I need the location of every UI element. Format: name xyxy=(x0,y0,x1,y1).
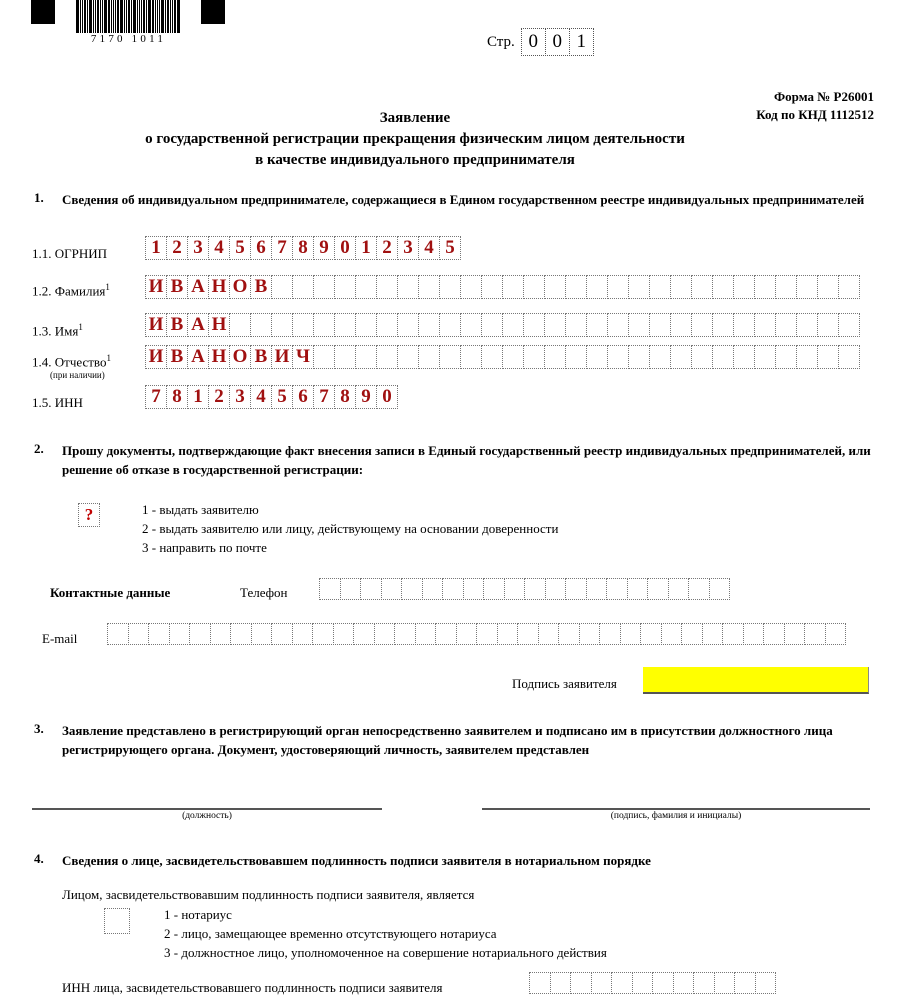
firstname-cell[interactable] xyxy=(628,313,650,337)
email-cell[interactable] xyxy=(230,623,252,645)
patronymic-cell[interactable] xyxy=(397,345,419,369)
surname-cell[interactable] xyxy=(796,275,818,299)
barcode-block xyxy=(0,0,300,62)
phone-cell[interactable] xyxy=(360,578,382,600)
applicant-signature-field[interactable] xyxy=(643,667,869,694)
notary-option-1[interactable]: 1 - нотариус xyxy=(164,907,232,922)
field-label-inn xyxy=(32,395,83,411)
firstname-cell[interactable] xyxy=(838,313,860,337)
official-signature-line[interactable] xyxy=(482,808,870,810)
page-title xyxy=(0,108,830,171)
patronymic-cell[interactable] xyxy=(565,345,587,369)
input-email[interactable] xyxy=(108,623,846,645)
field-name-firstname: Имя xyxy=(54,323,79,339)
delivery-option-3[interactable]: 3 - направить по почте xyxy=(142,540,267,555)
field-num-surname: 1.2. xyxy=(32,283,52,299)
email-cell[interactable] xyxy=(661,623,683,645)
surname-cell[interactable] xyxy=(670,275,692,299)
email-cell[interactable] xyxy=(558,623,580,645)
email-cell[interactable] xyxy=(107,623,129,645)
inn-cell[interactable]: 5 xyxy=(271,385,293,409)
surname-cell[interactable]: А xyxy=(187,275,209,299)
surname-cell[interactable] xyxy=(586,275,608,299)
firstname-cell[interactable] xyxy=(565,313,587,337)
firstname-cell[interactable] xyxy=(775,313,797,337)
firstname-cell[interactable]: Н xyxy=(208,313,230,337)
email-cell[interactable] xyxy=(251,623,273,645)
page-number xyxy=(487,28,594,56)
delivery-option-2[interactable]: 2 - выдать заявителю или лицу, действующему на основании доверенности xyxy=(142,521,559,536)
corner-marker-left-icon xyxy=(31,0,55,24)
email-cell[interactable] xyxy=(415,623,437,645)
ogrnip-cell[interactable]: 5 xyxy=(229,236,251,260)
phone-cell[interactable] xyxy=(627,578,649,600)
section-2-number: 2. xyxy=(34,441,44,456)
notary-inn-cell[interactable] xyxy=(755,972,777,994)
firstname-cell[interactable] xyxy=(523,313,545,337)
firstname-cell[interactable] xyxy=(691,313,713,337)
firstname-cell[interactable] xyxy=(355,313,377,337)
notary-inn-cell[interactable] xyxy=(529,972,551,994)
patronymic-cell[interactable]: О xyxy=(229,345,251,369)
notary-inn-cell[interactable] xyxy=(714,972,736,994)
ogrnip-cell[interactable]: 7 xyxy=(271,236,293,260)
surname-cell[interactable] xyxy=(460,275,482,299)
patronymic-cell[interactable] xyxy=(418,345,440,369)
inn-cell[interactable]: 8 xyxy=(166,385,188,409)
title-line-2: о государственной регистрации прекращения физическим лицом деятельности xyxy=(145,131,685,147)
inn-cell[interactable]: 3 xyxy=(229,385,251,409)
firstname-cell[interactable] xyxy=(271,313,293,337)
surname-cell[interactable]: И xyxy=(145,275,167,299)
patronymic-cell[interactable] xyxy=(460,345,482,369)
email-cell[interactable] xyxy=(517,623,539,645)
patronymic-cell[interactable] xyxy=(481,345,503,369)
email-cell[interactable] xyxy=(497,623,519,645)
patronymic-cell[interactable] xyxy=(796,345,818,369)
patronymic-cell[interactable] xyxy=(775,345,797,369)
firstname-cell[interactable] xyxy=(544,313,566,337)
email-cell[interactable] xyxy=(825,623,847,645)
phone-cell[interactable] xyxy=(709,578,731,600)
phone-cell[interactable] xyxy=(647,578,669,600)
firstname-cell[interactable] xyxy=(229,313,251,337)
firstname-cell[interactable] xyxy=(607,313,629,337)
section-3-number: 3. xyxy=(34,721,44,736)
email-cell[interactable] xyxy=(435,623,457,645)
patronymic-cell[interactable] xyxy=(691,345,713,369)
surname-cell[interactable] xyxy=(691,275,713,299)
email-cell[interactable] xyxy=(394,623,416,645)
section-1-heading: Сведения об индивидуальном предпринимателе, содержащиеся в Едином государственном реестре индивидуальных предпринимателей xyxy=(62,192,865,207)
email-cell[interactable] xyxy=(763,623,785,645)
notary-inn-cell[interactable] xyxy=(591,972,613,994)
field-note-patronymic: (при наличии) xyxy=(50,370,105,380)
firstname-cell[interactable] xyxy=(481,313,503,337)
ogrnip-cell[interactable]: 3 xyxy=(397,236,419,260)
surname-cell[interactable] xyxy=(397,275,419,299)
email-cell[interactable] xyxy=(148,623,170,645)
ogrnip-cell[interactable]: 2 xyxy=(166,236,188,260)
applicant-signature-label: Подпись заявителя xyxy=(512,676,617,691)
delivery-method-options xyxy=(142,500,558,557)
surname-cell[interactable] xyxy=(502,275,524,299)
inn-cell[interactable]: 8 xyxy=(334,385,356,409)
patronymic-cell[interactable] xyxy=(502,345,524,369)
firstname-cell[interactable] xyxy=(460,313,482,337)
phone-cell[interactable] xyxy=(483,578,505,600)
firstname-cell[interactable] xyxy=(733,313,755,337)
email-cell[interactable] xyxy=(271,623,293,645)
field-label-firstname xyxy=(32,322,83,339)
position-signature-line[interactable] xyxy=(32,808,382,810)
notary-inn-cell[interactable] xyxy=(550,972,572,994)
firstname-cell[interactable] xyxy=(754,313,776,337)
inn-cell[interactable]: 9 xyxy=(355,385,377,409)
section-4-number: 4. xyxy=(34,851,44,866)
surname-cell[interactable]: О xyxy=(229,275,251,299)
firstname-cell[interactable] xyxy=(250,313,272,337)
email-cell[interactable] xyxy=(353,623,375,645)
inn-cell[interactable]: 7 xyxy=(145,385,167,409)
phone-cell[interactable] xyxy=(524,578,546,600)
ogrnip-cell[interactable]: 3 xyxy=(187,236,209,260)
surname-cell[interactable] xyxy=(754,275,776,299)
phone-cell[interactable] xyxy=(668,578,690,600)
ogrnip-cell[interactable]: 1 xyxy=(145,236,167,260)
patronymic-cell[interactable] xyxy=(649,345,671,369)
phone-cell[interactable] xyxy=(340,578,362,600)
notary-option-3[interactable]: 3 - должностное лицо, уполномоченное на совершение нотариального действия xyxy=(164,945,607,960)
delivery-option-1[interactable]: 1 - выдать заявителю xyxy=(142,502,259,517)
ogrnip-cell[interactable]: 6 xyxy=(250,236,272,260)
patronymic-cell[interactable] xyxy=(628,345,650,369)
email-cell[interactable] xyxy=(128,623,150,645)
email-cell[interactable] xyxy=(681,623,703,645)
email-cell[interactable] xyxy=(579,623,601,645)
patronymic-cell[interactable]: Ч xyxy=(292,345,314,369)
firstname-cell[interactable] xyxy=(817,313,839,337)
field-label-surname xyxy=(32,282,110,299)
firstname-cell[interactable] xyxy=(418,313,440,337)
phone-cell[interactable] xyxy=(688,578,710,600)
firstname-cell[interactable] xyxy=(712,313,734,337)
surname-cell[interactable] xyxy=(439,275,461,299)
notary-inn-cell[interactable] xyxy=(734,972,756,994)
surname-cell[interactable]: В xyxy=(250,275,272,299)
phone-cell[interactable] xyxy=(504,578,526,600)
patronymic-cell[interactable] xyxy=(712,345,734,369)
patronymic-cell[interactable] xyxy=(670,345,692,369)
patronymic-cell[interactable]: В xyxy=(250,345,272,369)
input-firstname[interactable] xyxy=(146,313,860,337)
firstname-cell[interactable]: И xyxy=(145,313,167,337)
field-name-ogrnip: ОГРНИП xyxy=(54,246,108,261)
email-label: E-mail xyxy=(42,631,78,646)
notary-inn-cell[interactable] xyxy=(611,972,633,994)
firstname-cell[interactable] xyxy=(670,313,692,337)
page-digit-cell[interactable]: 1 xyxy=(569,28,594,56)
surname-cell[interactable] xyxy=(817,275,839,299)
phone-cell[interactable] xyxy=(442,578,464,600)
ogrnip-cell[interactable]: 0 xyxy=(334,236,356,260)
field-num-inn: 1.5. xyxy=(32,395,52,410)
inn-cell[interactable]: 2 xyxy=(208,385,230,409)
surname-cell[interactable] xyxy=(565,275,587,299)
email-cell[interactable] xyxy=(210,623,232,645)
patronymic-cell[interactable] xyxy=(754,345,776,369)
firstname-cell[interactable] xyxy=(292,313,314,337)
phone-cell[interactable] xyxy=(401,578,423,600)
field-name-inn: ИНН xyxy=(54,395,83,410)
input-ogrnip[interactable] xyxy=(146,236,461,260)
patronymic-cell[interactable] xyxy=(586,345,608,369)
surname-cell[interactable] xyxy=(292,275,314,299)
phone-cell[interactable] xyxy=(545,578,567,600)
phone-cell[interactable] xyxy=(586,578,608,600)
phone-cell[interactable] xyxy=(381,578,403,600)
firstname-cell[interactable] xyxy=(376,313,398,337)
surname-cell[interactable] xyxy=(838,275,860,299)
section-4-heading: Сведения о лице, засвидетельствовавшем подлинность подписи заявителя в нотариальном порядке xyxy=(62,853,651,868)
email-cell[interactable] xyxy=(722,623,744,645)
patronymic-cell[interactable]: А xyxy=(187,345,209,369)
delivery-method-checkbox[interactable]: ? xyxy=(78,503,100,527)
ogrnip-cell[interactable]: 4 xyxy=(418,236,440,260)
ogrnip-cell[interactable]: 5 xyxy=(439,236,461,260)
phone-cell[interactable] xyxy=(463,578,485,600)
email-cell[interactable] xyxy=(599,623,621,645)
patronymic-cell[interactable] xyxy=(376,345,398,369)
field-name-surname: Фамилия xyxy=(54,283,106,299)
patronymic-cell[interactable] xyxy=(733,345,755,369)
email-cell[interactable] xyxy=(620,623,642,645)
input-phone[interactable] xyxy=(320,578,730,600)
firstname-cell[interactable] xyxy=(439,313,461,337)
patronymic-cell[interactable] xyxy=(817,345,839,369)
surname-cell[interactable] xyxy=(313,275,335,299)
section-4-subheading: Лицом, засвидетельствовавшим подлинность подписи заявителя, является xyxy=(62,887,475,902)
input-patronymic[interactable] xyxy=(146,345,860,369)
section-3-heading: Заявление представлено в регистрирующий орган непосредственно заявителем и подписано им в присутствии должностного лица регистрирующего органа. Документ, удостоверяющий личность, заявителем представлен xyxy=(62,723,833,757)
patronymic-cell[interactable]: Н xyxy=(208,345,230,369)
surname-cell[interactable] xyxy=(271,275,293,299)
page-digit-cell[interactable]: 0 xyxy=(545,28,570,56)
surname-cell[interactable] xyxy=(733,275,755,299)
notary-inn-cell[interactable] xyxy=(570,972,592,994)
input-inn[interactable] xyxy=(146,385,398,409)
official-signature-caption: (подпись, фамилия и инициалы) xyxy=(610,811,742,821)
ogrnip-cell[interactable]: 8 xyxy=(292,236,314,260)
patronymic-cell[interactable] xyxy=(523,345,545,369)
field-num-firstname: 1.3. xyxy=(32,323,52,339)
footnote-marker-firstname: 1 xyxy=(78,322,83,332)
field-label-ogrnip xyxy=(32,246,107,262)
corner-marker-right-icon xyxy=(201,0,225,24)
contact-data-title: Контактные данные xyxy=(50,585,171,600)
notary-inn-cell[interactable] xyxy=(652,972,674,994)
notary-inn-cell[interactable] xyxy=(632,972,654,994)
surname-cell[interactable] xyxy=(607,275,629,299)
patronymic-cell[interactable] xyxy=(838,345,860,369)
ogrnip-cell[interactable]: 9 xyxy=(313,236,335,260)
inn-cell[interactable]: 0 xyxy=(376,385,398,409)
inn-cell[interactable]: 1 xyxy=(187,385,209,409)
footnote-marker-patronymic: 1 xyxy=(106,353,111,363)
section-2-heading: Прошу документы, подтверждающие факт внесения записи в Единый государственный реестр индивидуальных предпринимателей, или решение об отказе в государственной регистрации: xyxy=(62,443,871,477)
knd-code-label: Код по КНД 1112512 xyxy=(756,107,874,122)
firstname-cell[interactable] xyxy=(502,313,524,337)
patronymic-cell[interactable] xyxy=(607,345,629,369)
surname-cell[interactable] xyxy=(334,275,356,299)
notary-type-options xyxy=(164,905,607,962)
firstname-cell[interactable]: В xyxy=(166,313,188,337)
phone-cell[interactable] xyxy=(565,578,587,600)
page-digit-cell[interactable]: 0 xyxy=(521,28,546,56)
field-num-patronymic: 1.4. xyxy=(32,354,52,370)
position-caption: (должность) xyxy=(182,811,232,821)
barcode-digits: 7170 1011 xyxy=(76,33,181,45)
email-cell[interactable] xyxy=(333,623,355,645)
firstname-cell[interactable] xyxy=(397,313,419,337)
patronymic-cell[interactable] xyxy=(355,345,377,369)
input-notary-inn[interactable] xyxy=(530,972,776,994)
patronymic-cell[interactable]: И xyxy=(145,345,167,369)
inn-cell[interactable]: 7 xyxy=(313,385,335,409)
page-number-cells[interactable] xyxy=(522,28,594,56)
ogrnip-cell[interactable]: 1 xyxy=(355,236,377,260)
email-cell[interactable] xyxy=(374,623,396,645)
ogrnip-cell[interactable]: 2 xyxy=(376,236,398,260)
footnote-marker-surname: 1 xyxy=(105,282,110,292)
surname-cell[interactable] xyxy=(628,275,650,299)
field-label-patronymic xyxy=(32,353,111,370)
patronymic-cell[interactable] xyxy=(313,345,335,369)
email-cell[interactable] xyxy=(476,623,498,645)
notary-inn-cell[interactable] xyxy=(693,972,715,994)
phone-cell[interactable] xyxy=(606,578,628,600)
firstname-cell[interactable] xyxy=(586,313,608,337)
notary-option-2[interactable]: 2 - лицо, замещающее временно отсутствующего нотариуса xyxy=(164,926,497,941)
phone-label: Телефон xyxy=(240,585,288,600)
email-cell[interactable] xyxy=(784,623,806,645)
email-cell[interactable] xyxy=(456,623,478,645)
firstname-cell[interactable] xyxy=(313,313,335,337)
email-cell[interactable] xyxy=(312,623,334,645)
input-surname[interactable] xyxy=(146,275,860,299)
title-line-1: Заявление xyxy=(379,110,451,126)
notary-inn-cell[interactable] xyxy=(673,972,695,994)
patronymic-cell[interactable]: В xyxy=(166,345,188,369)
surname-cell[interactable]: В xyxy=(166,275,188,299)
patronymic-cell[interactable]: И xyxy=(271,345,293,369)
patronymic-cell[interactable] xyxy=(439,345,461,369)
surname-cell[interactable] xyxy=(775,275,797,299)
section-1-number: 1. xyxy=(34,190,44,205)
surname-cell[interactable] xyxy=(481,275,503,299)
phone-cell[interactable] xyxy=(422,578,444,600)
email-cell[interactable] xyxy=(702,623,724,645)
surname-cell[interactable] xyxy=(355,275,377,299)
firstname-cell[interactable] xyxy=(649,313,671,337)
ogrnip-cell[interactable]: 4 xyxy=(208,236,230,260)
email-cell[interactable] xyxy=(538,623,560,645)
field-num-ogrnip: 1.1. xyxy=(32,246,52,261)
email-cell[interactable] xyxy=(189,623,211,645)
surname-cell[interactable] xyxy=(712,275,734,299)
firstname-cell[interactable] xyxy=(334,313,356,337)
email-cell[interactable] xyxy=(640,623,662,645)
page-number-label: Стр. xyxy=(487,33,515,50)
phone-cell[interactable] xyxy=(319,578,341,600)
title-line-3: в качестве индивидуального предпринимателя xyxy=(255,152,575,168)
surname-cell[interactable] xyxy=(544,275,566,299)
patronymic-cell[interactable] xyxy=(334,345,356,369)
inn-cell[interactable]: 4 xyxy=(250,385,272,409)
email-cell[interactable] xyxy=(804,623,826,645)
notary-inn-label: ИНН лица, засвидетельствовавшего подлинность подписи заявителя xyxy=(62,980,443,995)
notary-type-checkbox[interactable] xyxy=(104,908,130,934)
email-cell[interactable] xyxy=(743,623,765,645)
firstname-cell[interactable] xyxy=(796,313,818,337)
field-name-patronymic: Отчество xyxy=(54,354,107,370)
email-cell[interactable] xyxy=(169,623,191,645)
patronymic-cell[interactable] xyxy=(544,345,566,369)
form-number-label: Форма № Р26001 xyxy=(774,89,874,104)
surname-cell[interactable] xyxy=(523,275,545,299)
firstname-cell[interactable]: А xyxy=(187,313,209,337)
surname-cell[interactable] xyxy=(649,275,671,299)
surname-cell[interactable] xyxy=(376,275,398,299)
inn-cell[interactable]: 6 xyxy=(292,385,314,409)
email-cell[interactable] xyxy=(292,623,314,645)
surname-cell[interactable] xyxy=(418,275,440,299)
surname-cell[interactable]: Н xyxy=(208,275,230,299)
